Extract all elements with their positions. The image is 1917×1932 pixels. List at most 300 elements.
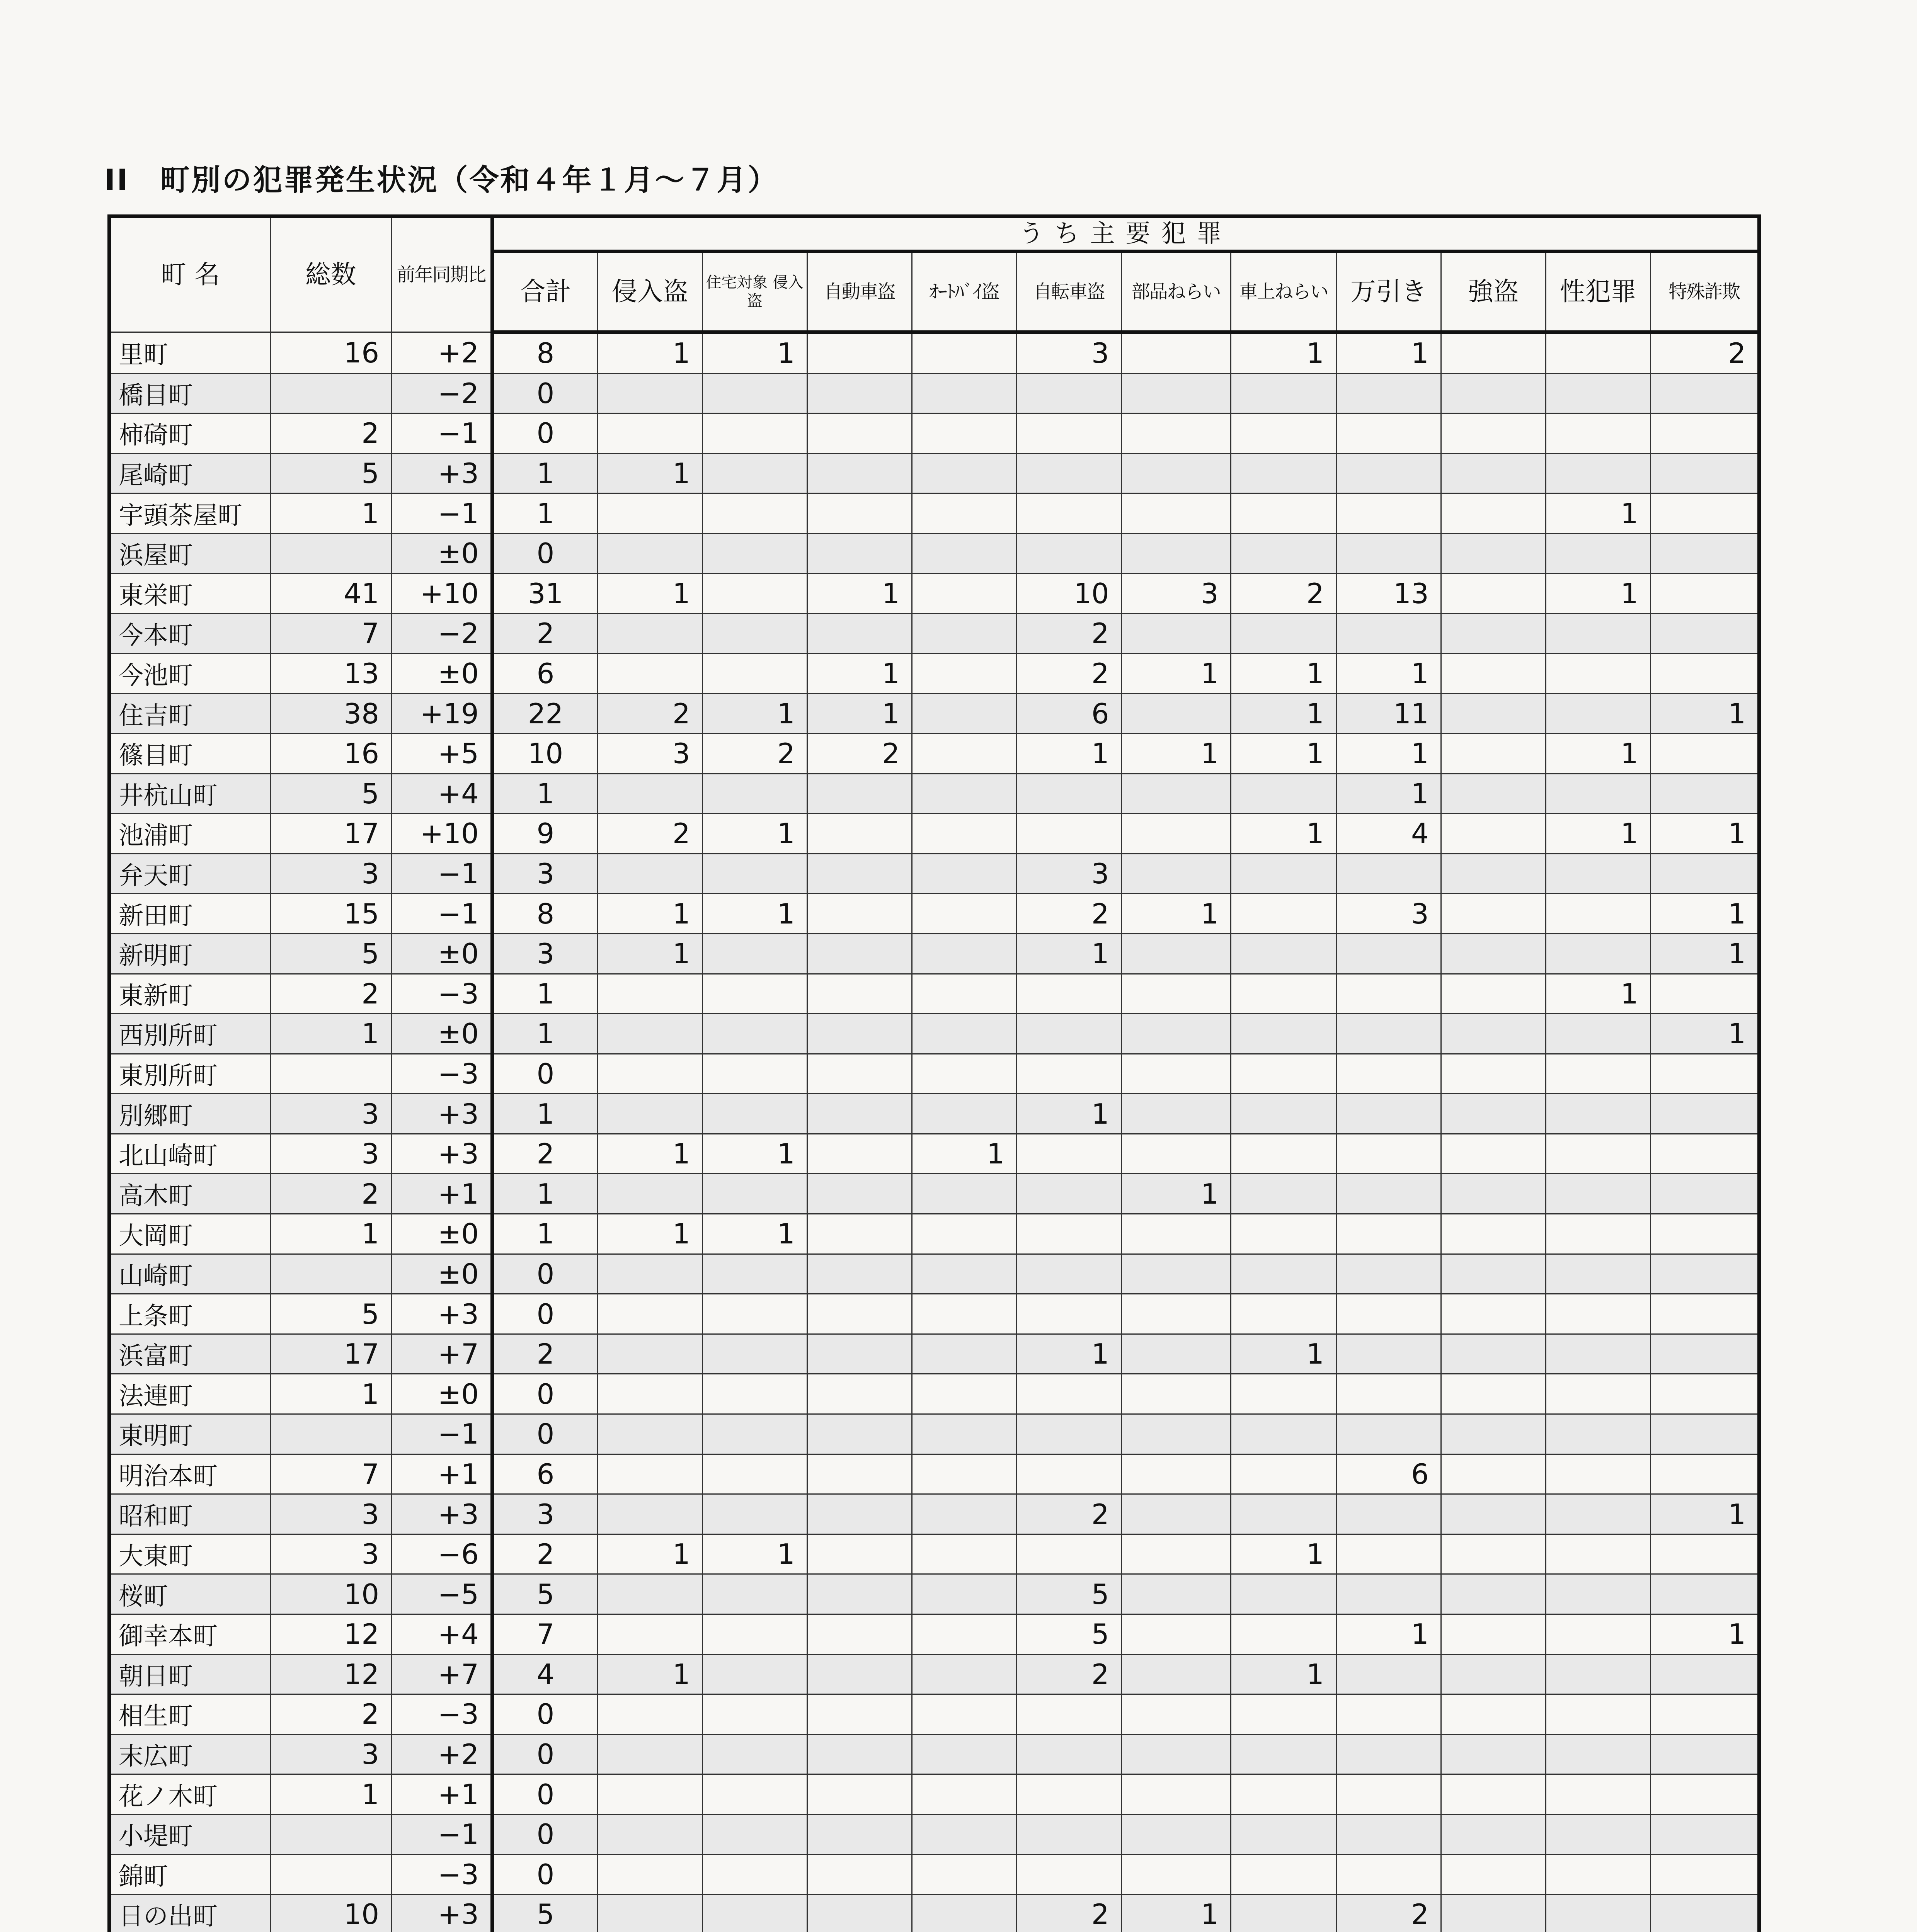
cell-total: 0 <box>492 1854 598 1895</box>
cell-car-theft <box>807 1895 912 1932</box>
cell-robbery <box>1441 934 1546 974</box>
cell-yoy: +3 <box>392 1494 492 1534</box>
cell-yoy: −1 <box>392 894 492 934</box>
cell-car-break-in <box>1231 1294 1336 1334</box>
cell-car-theft <box>807 332 912 374</box>
cell-bicycle-theft: 1 <box>1016 1334 1121 1374</box>
cell-sex-crime <box>1546 1454 1650 1494</box>
cell-parts-theft <box>1121 1814 1231 1854</box>
cell-shoplifting <box>1336 1174 1441 1214</box>
cell-sex-crime <box>1546 1534 1650 1574</box>
cell-sex-crime <box>1546 1414 1650 1454</box>
cell-yoy: +1 <box>392 1454 492 1494</box>
cell-car-theft <box>807 533 912 573</box>
cell-special-fraud <box>1650 1254 1759 1294</box>
cell-residential-burglary <box>702 774 807 814</box>
cell-shoplifting: 11 <box>1336 694 1441 734</box>
cell-special-fraud <box>1650 733 1759 774</box>
cell-burglary: 1 <box>598 894 702 934</box>
cell-bicycle-theft <box>1016 1054 1121 1094</box>
cell-motorbike-theft <box>912 1854 1016 1895</box>
cell-shoplifting: 13 <box>1336 573 1441 614</box>
cell-shoplifting <box>1336 1534 1441 1574</box>
cell-total: 1 <box>492 1214 598 1254</box>
cell-town-name: 上条町 <box>109 1294 271 1334</box>
cell-yoy: −1 <box>392 1414 492 1454</box>
cell-special-fraud <box>1650 1694 1759 1735</box>
cell-residential-burglary <box>702 1454 807 1494</box>
cell-residential-burglary: 1 <box>702 894 807 934</box>
cell-total <box>270 1854 391 1895</box>
cell-car-break-in <box>1231 373 1336 413</box>
cell-special-fraud: 1 <box>1650 1014 1759 1054</box>
cell-total: 41 <box>270 573 391 614</box>
table-row <box>109 1734 1759 1774</box>
table-row <box>109 1694 1759 1735</box>
cell-bicycle-theft <box>1016 1814 1121 1854</box>
cell-town-name: 小堤町 <box>109 1814 271 1854</box>
cell-burglary: 1 <box>598 332 702 374</box>
cell-yoy: +7 <box>392 1334 492 1374</box>
cell-burglary: 2 <box>598 814 702 854</box>
cell-car-theft <box>807 774 912 814</box>
table-row <box>109 1774 1759 1815</box>
cell-burglary <box>598 1414 702 1454</box>
cell-sex-crime <box>1546 1654 1650 1694</box>
cell-yoy: +3 <box>392 1294 492 1334</box>
cell-robbery <box>1441 774 1546 814</box>
cell-town-name: 浜屋町 <box>109 533 271 573</box>
cell-yoy: +1 <box>392 1174 492 1214</box>
cell-car-break-in <box>1231 1454 1336 1494</box>
cell-robbery <box>1441 854 1546 894</box>
cell-parts-theft: 1 <box>1121 1895 1231 1932</box>
cell-sex-crime <box>1546 332 1650 374</box>
cell-special-fraud: 1 <box>1650 814 1759 854</box>
cell-total: 5 <box>270 453 391 493</box>
cell-bicycle-theft <box>1016 1174 1121 1214</box>
cell-motorbike-theft <box>912 1774 1016 1815</box>
cell-car-break-in <box>1231 1374 1336 1414</box>
cell-total: 3 <box>492 1494 598 1534</box>
cell-sex-crime <box>1546 774 1650 814</box>
cell-car-break-in: 1 <box>1231 1534 1336 1574</box>
cell-shoplifting: 1 <box>1336 733 1441 774</box>
cell-special-fraud <box>1650 1534 1759 1574</box>
cell-total: 0 <box>492 1814 598 1854</box>
cell-shoplifting <box>1336 1214 1441 1254</box>
cell-parts-theft <box>1121 413 1231 454</box>
cell-bicycle-theft: 2 <box>1016 894 1121 934</box>
cell-parts-theft <box>1121 1574 1231 1614</box>
cell-sex-crime <box>1546 1895 1650 1932</box>
cell-burglary <box>598 493 702 534</box>
cell-bicycle-theft <box>1016 1254 1121 1294</box>
cell-shoplifting <box>1336 1294 1441 1334</box>
cell-total: 7 <box>270 614 391 654</box>
cell-sex-crime <box>1546 1334 1650 1374</box>
cell-car-theft: 2 <box>807 733 912 774</box>
cell-residential-burglary <box>702 573 807 614</box>
cell-parts-theft <box>1121 1374 1231 1414</box>
cell-shoplifting <box>1336 1694 1441 1735</box>
cell-parts-theft: 1 <box>1121 733 1231 774</box>
cell-total: 38 <box>270 694 391 734</box>
cell-special-fraud <box>1650 974 1759 1014</box>
cell-total: 5 <box>270 1294 391 1334</box>
table-row <box>109 614 1759 654</box>
cell-residential-burglary <box>702 1494 807 1534</box>
cell-burglary <box>598 1774 702 1815</box>
header-yoy: 前年同期比 <box>392 216 492 332</box>
cell-town-name: 別郷町 <box>109 1094 271 1134</box>
cell-special-fraud <box>1650 1854 1759 1895</box>
cell-shoplifting <box>1336 1654 1441 1694</box>
cell-bicycle-theft: 5 <box>1016 1614 1121 1655</box>
cell-sex-crime <box>1546 694 1650 734</box>
cell-yoy: ±0 <box>392 1254 492 1294</box>
cell-bicycle-theft <box>1016 974 1121 1014</box>
cell-car-break-in: 1 <box>1231 653 1336 694</box>
cell-car-break-in <box>1231 774 1336 814</box>
cell-bicycle-theft <box>1016 373 1121 413</box>
cell-robbery <box>1441 1014 1546 1054</box>
cell-car-theft <box>807 974 912 1014</box>
table-row <box>109 1654 1759 1694</box>
cell-motorbike-theft <box>912 1814 1016 1854</box>
cell-town-name: 桜町 <box>109 1574 271 1614</box>
table-row <box>109 854 1759 894</box>
cell-bicycle-theft <box>1016 814 1121 854</box>
cell-car-break-in: 1 <box>1231 814 1336 854</box>
cell-car-theft <box>807 1694 912 1735</box>
cell-parts-theft <box>1121 1694 1231 1735</box>
cell-car-theft: 1 <box>807 653 912 694</box>
cell-total: 1 <box>492 774 598 814</box>
cell-sex-crime: 1 <box>1546 493 1650 534</box>
cell-total: 1 <box>492 974 598 1014</box>
cell-yoy: +10 <box>392 814 492 854</box>
cell-parts-theft <box>1121 934 1231 974</box>
cell-motorbike-theft <box>912 614 1016 654</box>
header-total: 総数 <box>270 216 391 332</box>
cell-parts-theft <box>1121 533 1231 573</box>
cell-bicycle-theft: 1 <box>1016 733 1121 774</box>
cell-burglary <box>598 1374 702 1414</box>
cell-residential-burglary <box>702 1734 807 1774</box>
cell-burglary <box>598 1854 702 1895</box>
cell-sex-crime <box>1546 453 1650 493</box>
cell-total: 3 <box>270 1734 391 1774</box>
cell-robbery <box>1441 453 1546 493</box>
cell-shoplifting <box>1336 1134 1441 1174</box>
cell-car-theft <box>807 854 912 894</box>
cell-total: 3 <box>270 1094 391 1134</box>
cell-total: 2 <box>270 413 391 454</box>
cell-town-name: 池浦町 <box>109 814 271 854</box>
cell-car-break-in <box>1231 1054 1336 1094</box>
cell-shoplifting <box>1336 1094 1441 1134</box>
cell-bicycle-theft <box>1016 493 1121 534</box>
cell-car-theft <box>807 1774 912 1815</box>
cell-car-theft <box>807 1294 912 1334</box>
cell-car-theft <box>807 1334 912 1374</box>
cell-bicycle-theft <box>1016 1774 1121 1815</box>
cell-car-theft <box>807 814 912 854</box>
cell-motorbike-theft <box>912 1334 1016 1374</box>
cell-shoplifting: 1 <box>1336 332 1441 374</box>
cell-shoplifting: 6 <box>1336 1454 1441 1494</box>
cell-total: 1 <box>492 1014 598 1054</box>
cell-shoplifting <box>1336 1854 1441 1895</box>
table-row <box>109 774 1759 814</box>
cell-motorbike-theft <box>912 1694 1016 1735</box>
cell-total: 4 <box>492 1654 598 1694</box>
header-col-special-fraud: 特殊詐欺 <box>1650 252 1759 332</box>
cell-sex-crime <box>1546 1694 1650 1735</box>
cell-motorbike-theft <box>912 1414 1016 1454</box>
cell-total: 5 <box>270 774 391 814</box>
cell-parts-theft: 1 <box>1121 653 1231 694</box>
cell-robbery <box>1441 1694 1546 1735</box>
table-row <box>109 1414 1759 1454</box>
table-row <box>109 894 1759 934</box>
cell-motorbike-theft <box>912 493 1016 534</box>
cell-shoplifting: 2 <box>1336 1895 1441 1932</box>
cell-total: 15 <box>270 894 391 934</box>
cell-special-fraud: 1 <box>1650 934 1759 974</box>
cell-sex-crime <box>1546 614 1650 654</box>
cell-robbery <box>1441 1414 1546 1454</box>
cell-car-theft: 1 <box>807 573 912 614</box>
cell-bicycle-theft <box>1016 1854 1121 1895</box>
cell-shoplifting <box>1336 1734 1441 1774</box>
cell-car-break-in <box>1231 1174 1336 1214</box>
cell-robbery <box>1441 533 1546 573</box>
cell-sex-crime <box>1546 1094 1650 1134</box>
cell-sex-crime <box>1546 1014 1650 1054</box>
table-row <box>109 1254 1759 1294</box>
cell-residential-burglary <box>702 453 807 493</box>
cell-special-fraud: 1 <box>1650 894 1759 934</box>
cell-residential-burglary <box>702 1854 807 1895</box>
cell-parts-theft <box>1121 974 1231 1014</box>
cell-car-theft <box>807 1494 912 1534</box>
cell-yoy: −3 <box>392 1694 492 1735</box>
cell-motorbike-theft <box>912 894 1016 934</box>
cell-bicycle-theft <box>1016 774 1121 814</box>
cell-burglary: 1 <box>598 1654 702 1694</box>
cell-car-theft <box>807 1654 912 1694</box>
cell-special-fraud <box>1650 1294 1759 1334</box>
cell-parts-theft <box>1121 1094 1231 1134</box>
cell-sex-crime: 1 <box>1546 974 1650 1014</box>
cell-sex-crime <box>1546 1254 1650 1294</box>
cell-residential-burglary <box>702 1374 807 1414</box>
cell-car-break-in <box>1231 614 1336 654</box>
cell-robbery <box>1441 573 1546 614</box>
cell-town-name: 宇頭茶屋町 <box>109 493 271 534</box>
table-row <box>109 733 1759 774</box>
cell-burglary: 3 <box>598 733 702 774</box>
cell-car-theft <box>807 614 912 654</box>
cell-robbery <box>1441 1254 1546 1294</box>
cell-total: 2 <box>492 614 598 654</box>
table-row <box>109 533 1759 573</box>
cell-car-break-in: 1 <box>1231 1334 1336 1374</box>
cell-residential-burglary: 1 <box>702 814 807 854</box>
cell-car-break-in <box>1231 413 1336 454</box>
cell-burglary <box>598 1254 702 1294</box>
cell-parts-theft <box>1121 1654 1231 1694</box>
cell-parts-theft <box>1121 1854 1231 1895</box>
table-row <box>109 573 1759 614</box>
cell-total: 0 <box>492 1374 598 1414</box>
cell-robbery <box>1441 1214 1546 1254</box>
cell-residential-burglary: 1 <box>702 1134 807 1174</box>
cell-total: 2 <box>492 1334 598 1374</box>
cell-robbery <box>1441 653 1546 694</box>
table-body <box>109 332 1759 1932</box>
cell-car-theft <box>807 1814 912 1854</box>
cell-robbery <box>1441 1494 1546 1534</box>
cell-residential-burglary <box>702 1414 807 1454</box>
cell-sex-crime: 1 <box>1546 733 1650 774</box>
table-row <box>109 1374 1759 1414</box>
cell-special-fraud <box>1650 1774 1759 1815</box>
cell-special-fraud <box>1650 493 1759 534</box>
cell-yoy: +2 <box>392 1734 492 1774</box>
cell-total: 5 <box>492 1574 598 1614</box>
cell-residential-burglary <box>702 1174 807 1214</box>
cell-robbery <box>1441 974 1546 1014</box>
cell-total: 2 <box>270 1694 391 1735</box>
cell-shoplifting <box>1336 614 1441 654</box>
cell-town-name: 末広町 <box>109 1734 271 1774</box>
cell-bicycle-theft: 5 <box>1016 1574 1121 1614</box>
cell-car-break-in <box>1231 1614 1336 1655</box>
cell-burglary <box>598 974 702 1014</box>
cell-yoy: −5 <box>392 1574 492 1614</box>
cell-sex-crime: 1 <box>1546 814 1650 854</box>
table-row <box>109 694 1759 734</box>
cell-motorbike-theft <box>912 1294 1016 1334</box>
cell-burglary <box>598 1174 702 1214</box>
cell-total: 8 <box>492 332 598 374</box>
cell-bicycle-theft <box>1016 1694 1121 1735</box>
cell-special-fraud <box>1650 1734 1759 1774</box>
cell-robbery <box>1441 1174 1546 1214</box>
cell-shoplifting: 3 <box>1336 894 1441 934</box>
cell-total <box>270 1414 391 1454</box>
table-row <box>109 1814 1759 1854</box>
cell-residential-burglary <box>702 614 807 654</box>
cell-robbery <box>1441 1614 1546 1655</box>
cell-burglary: 1 <box>598 1214 702 1254</box>
cell-sex-crime <box>1546 1174 1650 1214</box>
cell-motorbike-theft <box>912 1374 1016 1414</box>
cell-total: 3 <box>492 934 598 974</box>
cell-yoy: −3 <box>392 974 492 1014</box>
cell-car-break-in <box>1231 854 1336 894</box>
cell-special-fraud <box>1650 614 1759 654</box>
cell-total: 1 <box>270 1774 391 1815</box>
cell-special-fraud <box>1650 1134 1759 1174</box>
cell-robbery <box>1441 493 1546 534</box>
cell-total: 1 <box>270 1214 391 1254</box>
cell-burglary <box>598 1895 702 1932</box>
cell-yoy: +19 <box>392 694 492 734</box>
cell-town-name: 尾崎町 <box>109 453 271 493</box>
cell-robbery <box>1441 894 1546 934</box>
cell-car-break-in <box>1231 1134 1336 1174</box>
cell-sex-crime <box>1546 1054 1650 1094</box>
cell-burglary <box>598 413 702 454</box>
cell-motorbike-theft <box>912 1734 1016 1774</box>
cell-burglary <box>598 1614 702 1655</box>
cell-total: 8 <box>492 894 598 934</box>
cell-special-fraud: 2 <box>1650 332 1759 374</box>
cell-burglary <box>598 1094 702 1134</box>
cell-parts-theft <box>1121 814 1231 854</box>
cell-total: 1 <box>270 1374 391 1414</box>
cell-total: 12 <box>270 1614 391 1655</box>
cell-shoplifting: 4 <box>1336 814 1441 854</box>
cell-burglary <box>598 1574 702 1614</box>
table-row <box>109 1895 1759 1932</box>
cell-burglary <box>598 1334 702 1374</box>
cell-robbery <box>1441 1294 1546 1334</box>
table-row <box>109 934 1759 974</box>
cell-shoplifting <box>1336 1054 1441 1094</box>
cell-car-theft <box>807 1254 912 1294</box>
cell-total: 2 <box>270 974 391 1014</box>
cell-shoplifting <box>1336 1374 1441 1414</box>
cell-total: 2 <box>492 1134 598 1174</box>
cell-residential-burglary <box>702 533 807 573</box>
cell-yoy: −1 <box>392 854 492 894</box>
cell-burglary <box>598 1694 702 1735</box>
cell-parts-theft <box>1121 453 1231 493</box>
cell-parts-theft <box>1121 1054 1231 1094</box>
cell-yoy: ±0 <box>392 653 492 694</box>
cell-yoy: +7 <box>392 1654 492 1694</box>
cell-car-break-in <box>1231 894 1336 934</box>
cell-total: 3 <box>492 854 598 894</box>
cell-total: 2 <box>270 1174 391 1214</box>
table-header <box>109 216 1759 332</box>
cell-yoy: −3 <box>392 1054 492 1094</box>
cell-sex-crime <box>1546 894 1650 934</box>
cell-car-break-in: 1 <box>1231 332 1336 374</box>
cell-shoplifting <box>1336 533 1441 573</box>
cell-total: 12 <box>270 1654 391 1694</box>
cell-total: 0 <box>492 373 598 413</box>
cell-town-name: 柿碕町 <box>109 413 271 454</box>
cell-yoy: +3 <box>392 1134 492 1174</box>
cell-special-fraud: 1 <box>1650 1614 1759 1655</box>
cell-total: 1 <box>492 453 598 493</box>
cell-shoplifting <box>1336 1774 1441 1815</box>
header-col-car-theft: 自動車盗 <box>807 252 912 332</box>
cell-motorbike-theft: 1 <box>912 1134 1016 1174</box>
cell-yoy: −1 <box>392 413 492 454</box>
cell-total: 5 <box>492 1895 598 1932</box>
cell-town-name: 錦町 <box>109 1854 271 1895</box>
cell-sex-crime <box>1546 1214 1650 1254</box>
cell-robbery <box>1441 733 1546 774</box>
cell-robbery <box>1441 1814 1546 1854</box>
